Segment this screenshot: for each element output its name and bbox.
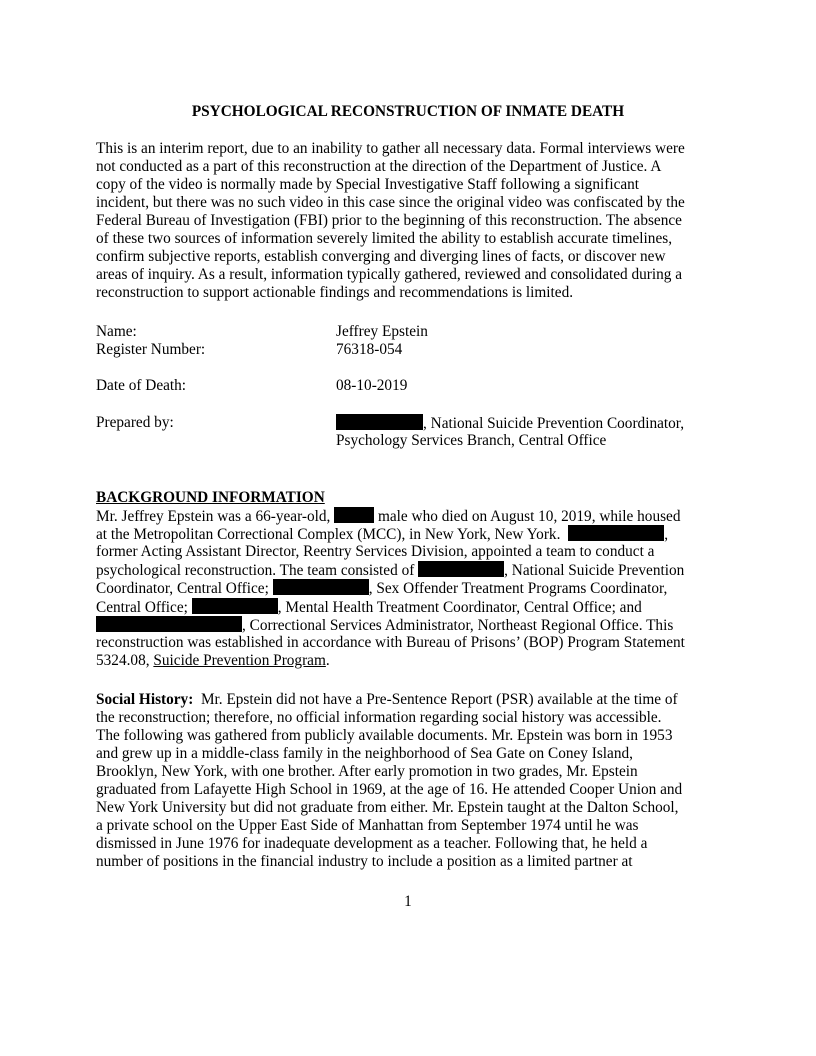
date-of-death-value: 08-10-2019 <box>336 377 408 394</box>
background-heading: BACKGROUND INFORMATION <box>96 489 325 506</box>
intro-line: reconstruction to support actionable findings and recommendations is limited. <box>96 284 574 301</box>
background-line <box>96 579 667 598</box>
redaction-bar <box>192 598 278 614</box>
register-label: Register Number: <box>96 341 206 358</box>
social-history-text: Mr. Epstein did not have a Pre-Sentence Report (PSR) available at the time of <box>193 691 678 708</box>
background-line <box>96 561 684 580</box>
intro-line: of these two sources of information severely limited the ability to establish accurate timelines, <box>96 230 673 247</box>
prepared-by-label: Prepared by: <box>96 414 174 431</box>
intro-line: This is an interim report, due to an inability to gather all necessary data. Formal interviews were <box>96 140 685 157</box>
background-line: reconstruction was established in accordance with Bureau of Prisons’ (BOP) Program Statement <box>96 634 685 651</box>
social-history-line: New York University but did not graduate from either. Mr. Epstein taught at the Dalton School, <box>96 799 679 816</box>
background-text: , National Suicide Prevention <box>504 562 685 579</box>
background-line: former Acting Assistant Director, Reentry Services Division, appointed a team to conduct a <box>96 543 655 560</box>
background-text: psychological reconstruction. The team consisted of <box>96 562 415 579</box>
social-history-line <box>96 691 678 709</box>
social-history-line: and grew up in a middle-class family in the neighborhood of Sea Gate on Coney Island, <box>96 745 633 762</box>
background-text: , Mental Health Treatment Coordinator, Central Office; and <box>277 599 642 616</box>
background-text: 5324.08, <box>96 652 150 669</box>
background-text: Mr. Jeffrey Epstein was a 66-year-old, <box>96 508 331 525</box>
redaction-bar <box>273 579 369 595</box>
prepared-by-title: , National Suicide Prevention Coordinator, <box>423 415 685 432</box>
redaction-bar <box>336 414 423 430</box>
document-title: PSYCHOLOGICAL RECONSTRUCTION OF INMATE DEATH <box>191 103 625 120</box>
date-of-death-label: Date of Death: <box>96 377 187 394</box>
program-statement-title: Suicide Prevention Program <box>153 652 326 669</box>
social-history-line: number of positions in the financial industry to include a position as a limited partner at <box>96 853 633 870</box>
background-line <box>96 616 673 635</box>
intro-line: Federal Bureau of Investigation (FBI) prior to the beginning of this reconstruction. The absence <box>96 212 682 229</box>
intro-line: copy of the video is normally made by Special Investigative Staff following a significant <box>96 176 640 193</box>
background-line <box>96 652 330 670</box>
social-history-line: Brooklyn, New York, with one brother. After early promotion in two grades, Mr. Epstein <box>96 763 638 780</box>
intro-line: not conducted as a part of this reconstruction at the direction of the Department of Justice. A <box>96 158 662 175</box>
redaction-bar <box>418 561 504 577</box>
background-text: . <box>325 652 330 669</box>
redaction-bar <box>96 616 242 632</box>
page-number: 1 <box>404 893 412 910</box>
background-text: Central Office; <box>96 599 188 616</box>
social-history-label: Social History: <box>96 691 194 708</box>
register-value: 76318-054 <box>336 341 403 358</box>
background-text: , Correctional Services Administrator, Northeast Regional Office. This <box>242 617 674 634</box>
social-history-line: dismissed in June 1976 for inadequate development as a teacher. Following that, he held a <box>96 835 648 852</box>
social-history-line: The following was gathered from publicly available documents. Mr. Epstein was born in 1953 <box>96 727 673 744</box>
background-text: at the Metropolitan Correctional Complex (MCC), in New York, New York. <box>96 526 561 543</box>
intro-line: areas of inquiry. As a result, information typically gathered, reviewed and consolidated during a <box>96 266 683 283</box>
intro-line: confirm subjective reports, establish converging and diverging lines of facts, or discover new <box>96 248 666 265</box>
social-history-line: a private school on the Upper East Side of Manhattan from September 1974 until he was <box>96 817 639 834</box>
name-label: Name: <box>96 323 137 340</box>
name-value: Jeffrey Epstein <box>336 323 428 340</box>
intro-line: incident, but there was no such video in this case since the original video was confiscated by the <box>96 194 685 211</box>
social-history-line: the reconstruction; therefore, no official information regarding social history was accessible. <box>96 709 662 726</box>
prepared-by-office: Psychology Services Branch, Central Office <box>336 432 607 449</box>
background-line <box>96 598 642 617</box>
background-text: , <box>664 526 669 543</box>
background-line <box>96 525 668 544</box>
background-text: , Sex Offender Treatment Programs Coordinator, <box>368 580 668 597</box>
background-line <box>96 507 681 526</box>
redaction-bar <box>568 525 664 541</box>
redaction-bar <box>334 507 374 523</box>
background-text: male who died on August 10, 2019, while housed <box>377 508 681 525</box>
prepared-by-value <box>336 414 684 433</box>
background-text: Coordinator, Central Office; <box>96 580 269 597</box>
social-history-line: graduated from Lafayette High School in 1969, at the age of 16. He attended Cooper Union and <box>96 781 683 798</box>
